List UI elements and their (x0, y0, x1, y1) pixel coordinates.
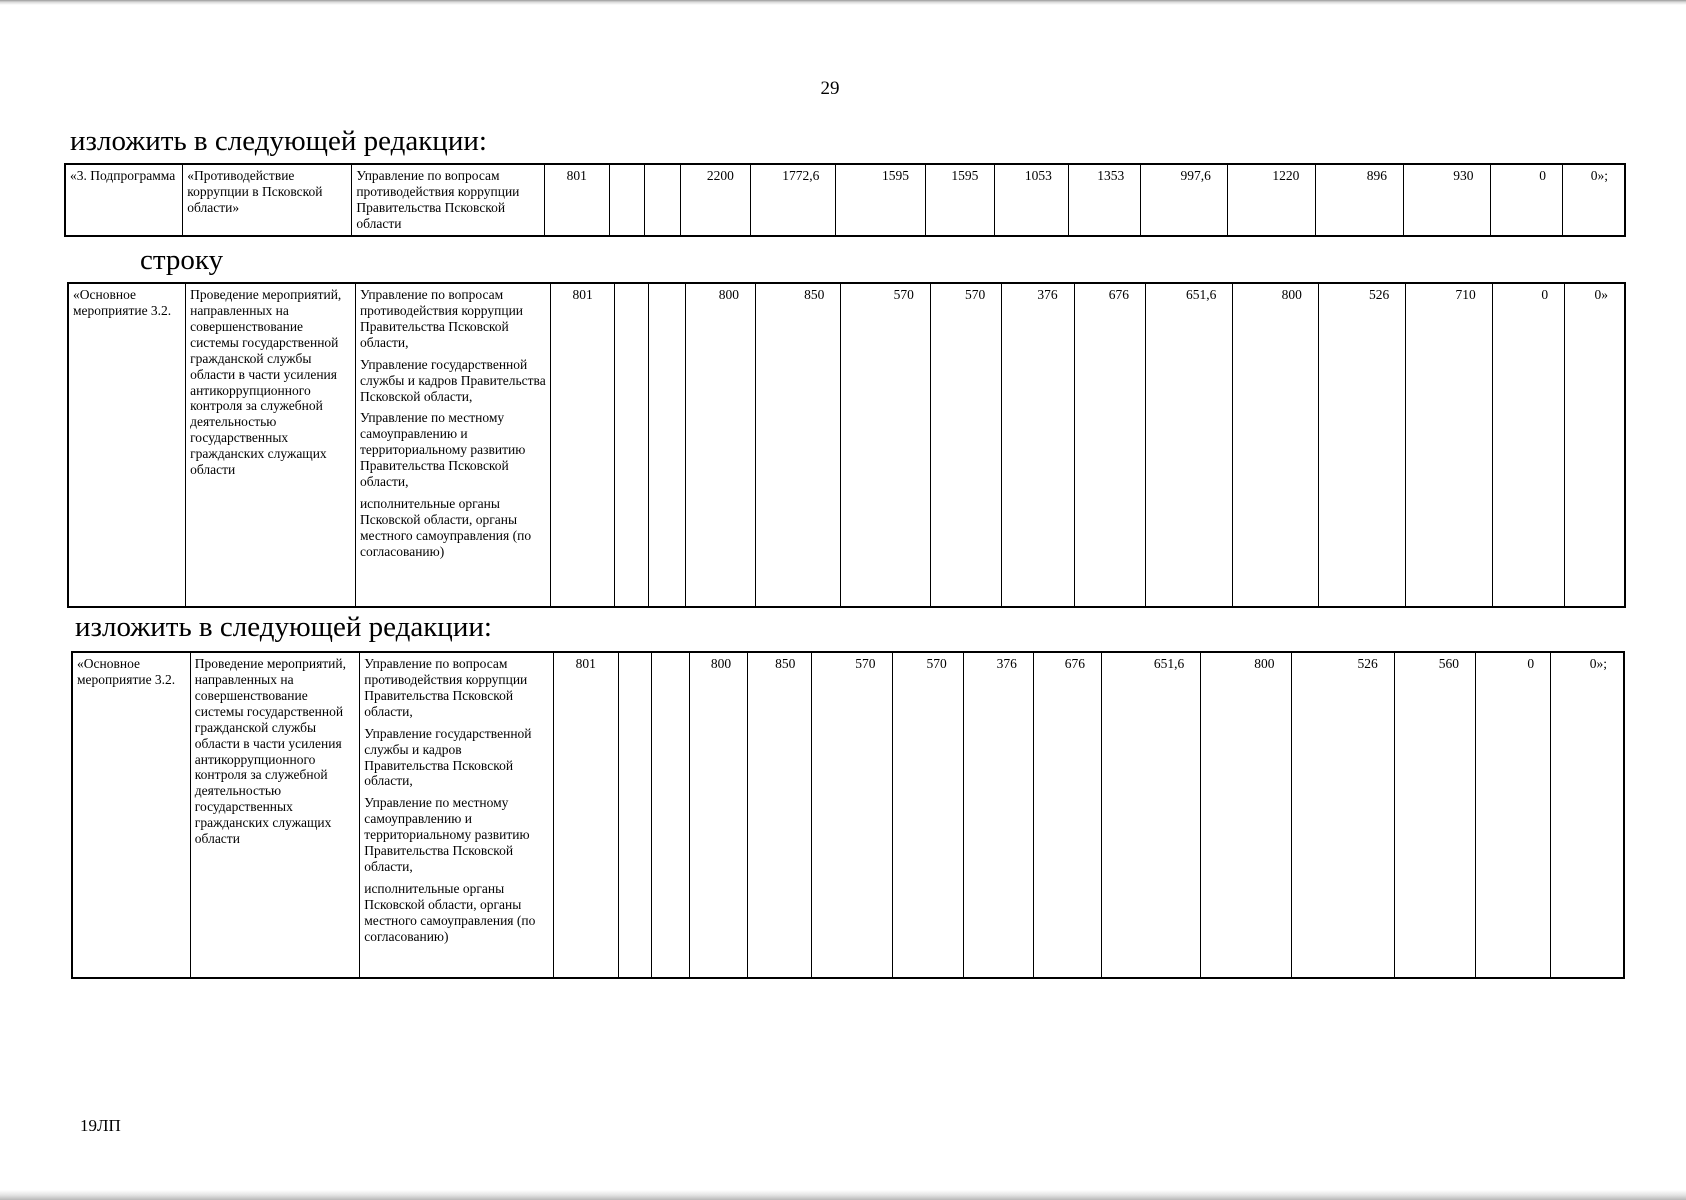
executor: Управление по местному самоуправлению и территориальному развитию Правительства Псковской области, (364, 795, 530, 875)
row-code: «Основное мероприятие 3.2. (68, 283, 186, 607)
cell-cs (645, 164, 681, 236)
value-cell: 526 (1318, 283, 1405, 607)
value-cell: 850 (755, 283, 840, 607)
value-cell: 0 (1492, 283, 1564, 607)
row-name: Проведение мероприятий, направленных на совершенствование системы государственной гражданской службы области в части усиления антикоррупционного контроля за служебной деятельностью государственных гражданских служащих области (186, 283, 356, 607)
value-cell: 800 (1233, 283, 1318, 607)
value-cell: 676 (1074, 283, 1145, 607)
cell-cs (651, 652, 689, 978)
row-code: «Основное мероприятие 3.2. (72, 652, 190, 978)
value-cell: 376 (1002, 283, 1074, 607)
value-cell: 0 (1475, 652, 1550, 978)
value-cell: 376 (963, 652, 1033, 978)
value-cell: 560 (1394, 652, 1475, 978)
executor: Управление по местному самоуправлению и территориальному развитию Правительства Псковской области, (359, 410, 526, 490)
table-row (72, 652, 1624, 978)
row-executors (360, 652, 553, 978)
section-heading-edit: изложить в следующей редакции: (70, 125, 487, 157)
executor: исполнительные органы Псковской области, органы местного самоуправления (по согласованию) (359, 496, 532, 559)
table-subprogram (64, 163, 1626, 237)
value-cell: 1053 (995, 164, 1068, 236)
table-measure-new (71, 651, 1625, 979)
executor: Управление по вопросам противодействия коррупции Правительства Псковской области, (364, 656, 528, 719)
value-cell: 0»; (1562, 164, 1625, 236)
value-cell: 2200 (681, 164, 750, 236)
value-cell: 570 (841, 283, 930, 607)
page-number: 29 (820, 78, 840, 99)
value-cell: 676 (1033, 652, 1101, 978)
row-executors (352, 164, 544, 236)
value-cell: 570 (892, 652, 963, 978)
value-cell: 930 (1403, 164, 1490, 236)
value-cell: 570 (930, 283, 1001, 607)
row-executors (355, 283, 550, 607)
row-name: Проведение мероприятий, направленных на совершенствование системы государственной гражданской службы области в части усиления антикоррупционного контроля за служебной деятельностью государственных гражданских служащих области (190, 652, 359, 978)
scan-edge-bottom (0, 1190, 1686, 1200)
value-cell: 1220 (1227, 164, 1316, 236)
cell-grbs: 801 (553, 652, 618, 978)
cell-grbs: 801 (544, 164, 609, 236)
value-cell: 651,6 (1145, 283, 1232, 607)
value-cell: 1595 (925, 164, 994, 236)
cell-grbs: 801 (550, 283, 614, 607)
value-cell: 1595 (836, 164, 926, 236)
value-cell: 0» (1565, 283, 1625, 607)
value-cell: 1353 (1068, 164, 1140, 236)
value-cell: 896 (1316, 164, 1404, 236)
table-measure-current (67, 282, 1626, 608)
value-cell: 800 (1201, 652, 1291, 978)
cell-rz (615, 283, 649, 607)
executor: исполнительные органы Псковской области, органы местного самоуправления (по согласованию) (364, 880, 536, 944)
executor: Управление государственной службы и кадров Правительства Псковской области, (359, 356, 546, 404)
value-cell: 1772,6 (750, 164, 836, 236)
value-cell: 850 (748, 652, 812, 978)
value-cell: 800 (685, 283, 755, 607)
value-cell: 0»; (1551, 652, 1624, 978)
value-cell: 651,6 (1102, 652, 1201, 978)
executor: Управление по вопросам противодействия коррупции Правительства Псковской области (356, 168, 520, 231)
value-cell: 0 (1490, 164, 1562, 236)
value-cell: 570 (812, 652, 892, 978)
value-cell: 526 (1291, 652, 1394, 978)
row-name: «Противодействие коррупции в Псковской области» (183, 164, 352, 236)
executor: Управление по вопросам противодействия коррупции Правительства Псковской области, (359, 287, 524, 350)
table-row (65, 164, 1625, 236)
value-cell: 800 (690, 652, 748, 978)
scan-edge-top (0, 0, 1686, 5)
value-cell: 710 (1406, 283, 1492, 607)
document-code: 19ЛП (80, 1116, 121, 1135)
section-heading-edit: изложить в следующей редакции: (75, 611, 492, 643)
value-cell: 997,6 (1141, 164, 1228, 236)
cell-rz (618, 652, 651, 978)
executor: Управление государственной службы и кадров Правительства Псковской области, (364, 725, 532, 789)
section-heading-row: строку (140, 244, 224, 276)
table-row (68, 283, 1625, 607)
cell-rz (609, 164, 644, 236)
row-code: «3. Подпрограмма (65, 164, 183, 236)
cell-cs (649, 283, 685, 607)
